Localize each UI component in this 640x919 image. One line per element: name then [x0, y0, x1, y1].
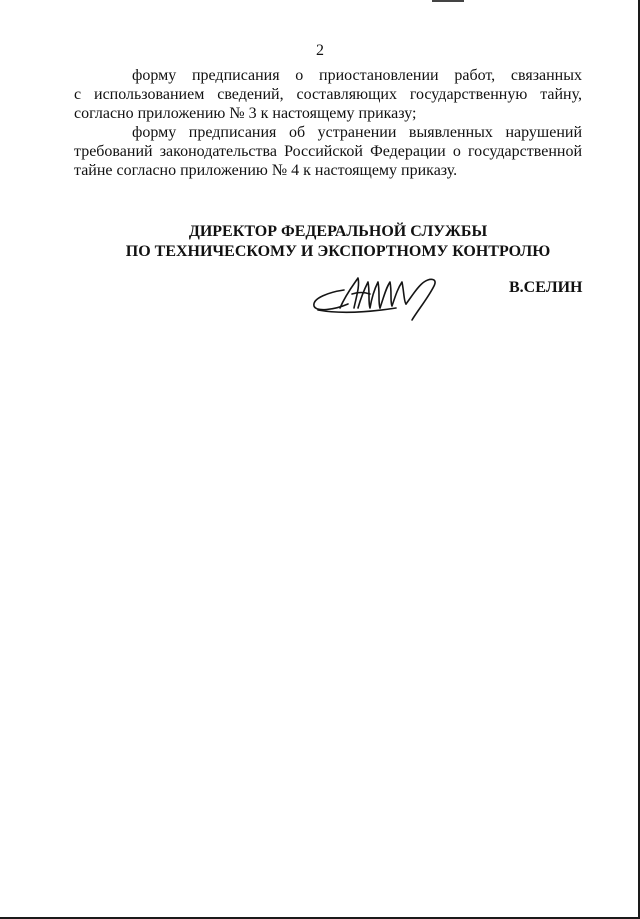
text-line: тайне согласно приложению № 4 к настоящему приказу. — [74, 162, 458, 179]
signatory-title-line-2: ПО ТЕХНИЧЕСКОМУ И ЭКСПОРТНОМУ КОНТРОЛЮ — [125, 243, 551, 260]
text-line: форму предписания об устранении выявленных нарушений — [132, 124, 582, 141]
document-body — [74, 66, 582, 180]
paragraph-violation-form — [74, 123, 582, 180]
text-line: согласно приложению № 3 к настоящему приказу; — [74, 105, 417, 122]
signatory-title-line-1: ДИРЕКТОР ФЕДЕРАЛЬНОЙ СЛУЖБЫ — [188, 223, 488, 240]
page-number: 2 — [316, 42, 324, 59]
text-line: форму предписания о приостановлении работ, связанных — [132, 67, 582, 84]
paragraph-suspension-form — [74, 66, 582, 123]
handwritten-signature-icon — [300, 264, 450, 324]
signatory-name: В.СЕЛИН — [509, 279, 583, 296]
signature-block — [0, 222, 640, 296]
text-line: требований законодательства Российской Федерации о государственной — [74, 143, 582, 160]
text-line: с использованием сведений, составляющих государственную тайну, — [74, 86, 582, 103]
scan-mark — [432, 0, 464, 2]
